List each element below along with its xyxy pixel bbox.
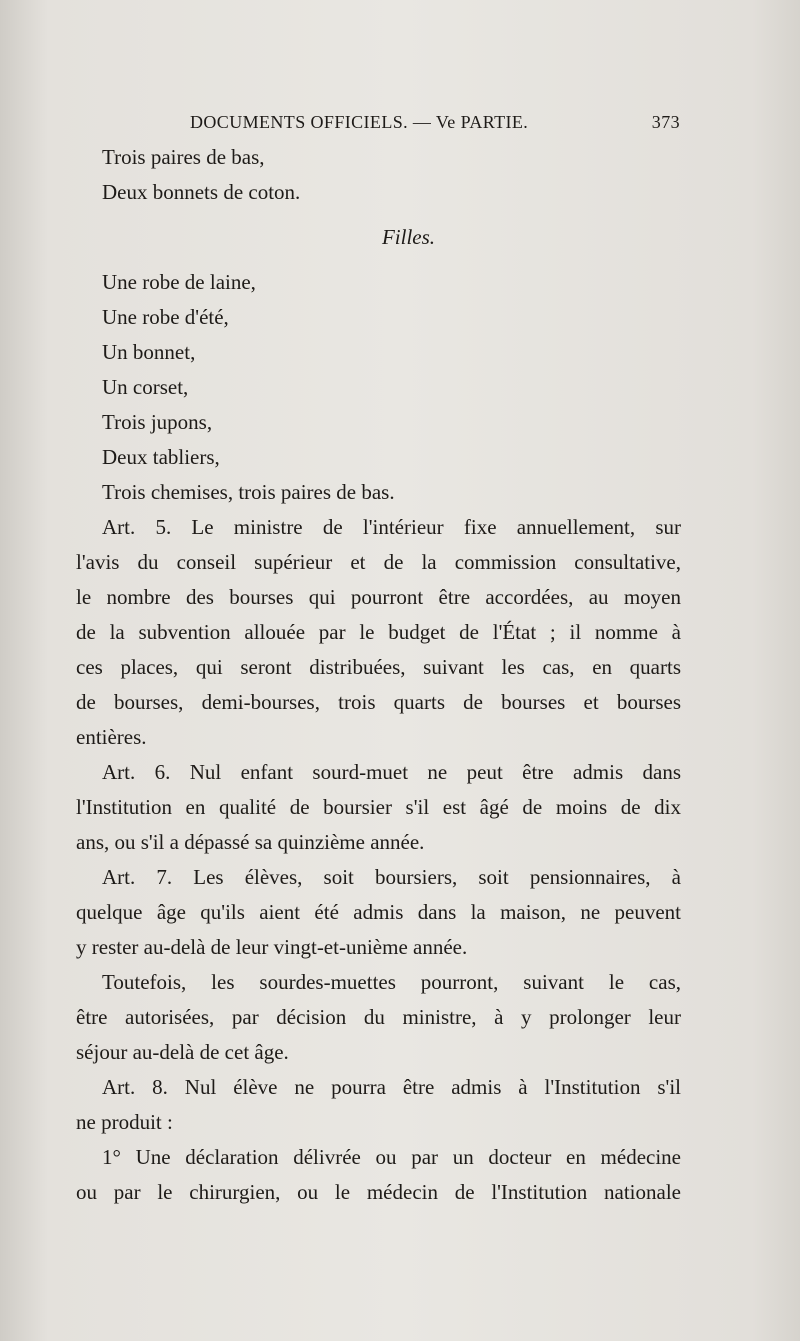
article-line: Art. 7. Les élèves, soit boursiers, soit pensionnaires, à [102, 865, 681, 889]
text-line: Trois chemises, trois paires de bas. [102, 480, 395, 504]
article-line: ces places, qui seront distribuées, suivant les cas, en quarts [76, 655, 681, 679]
article-line: Art. 8. Nul élève ne pourra être admis à l'Institution s'il [102, 1075, 681, 1099]
page-header [190, 112, 680, 140]
article-line: l'avis du conseil supérieur et de la commission consultative, [76, 550, 681, 574]
text-line: Une robe d'été, [102, 305, 229, 329]
text-line: Deux bonnets de coton. [102, 180, 301, 204]
article-line: 1° Une déclaration délivrée ou par un docteur en médecine [102, 1145, 681, 1169]
text-line: Une robe de laine, [102, 270, 256, 294]
running-title: DOCUMENTS OFFICIELS. — Ve PARTIE. [190, 112, 529, 132]
text-line: Un bonnet, [102, 340, 196, 364]
text-line: Trois jupons, [102, 410, 213, 434]
article-line: être autorisées, par décision du ministre, à y prolonger leur [76, 1005, 681, 1029]
text-line: Deux tabliers, [102, 445, 220, 469]
article-line: y rester au-delà de leur vingt-et-unième année. [76, 935, 468, 959]
article-line: ne produit : [76, 1110, 173, 1134]
article-line: de bourses, demi-bourses, trois quarts de bourses et bourses [76, 690, 681, 714]
page-number: 373 [651, 112, 680, 132]
article-line: Art. 5. Le ministre de l'intérieur fixe annuellement, sur [102, 515, 681, 539]
section-heading: Filles. [381, 225, 436, 249]
article-line: séjour au-delà de cet âge. [76, 1040, 289, 1064]
text-line: Un corset, [102, 375, 189, 399]
article-line: quelque âge qu'ils aient été admis dans la maison, ne peuvent [76, 900, 681, 924]
article-line: ans, ou s'il a dépassé sa quinzième année. [76, 830, 425, 854]
article-line: le nombre des bourses qui pourront être accordées, au moyen [76, 585, 681, 609]
article-line: Art. 6. Nul enfant sourd-muet ne peut être admis dans [102, 760, 681, 784]
article-line: entières. [76, 725, 147, 749]
article-line: de la subvention allouée par le budget de l'État ; il nomme à [76, 620, 681, 644]
article-line: Toutefois, les sourdes-muettes pourront, suivant le cas, [102, 970, 681, 994]
page-body [76, 140, 681, 1210]
text-line: Trois paires de bas, [102, 145, 265, 169]
article-line: l'Institution en qualité de boursier s'il est âgé de moins de dix [76, 795, 681, 819]
article-line: ou par le chirurgien, ou le médecin de l'Institution nationale [76, 1180, 681, 1204]
